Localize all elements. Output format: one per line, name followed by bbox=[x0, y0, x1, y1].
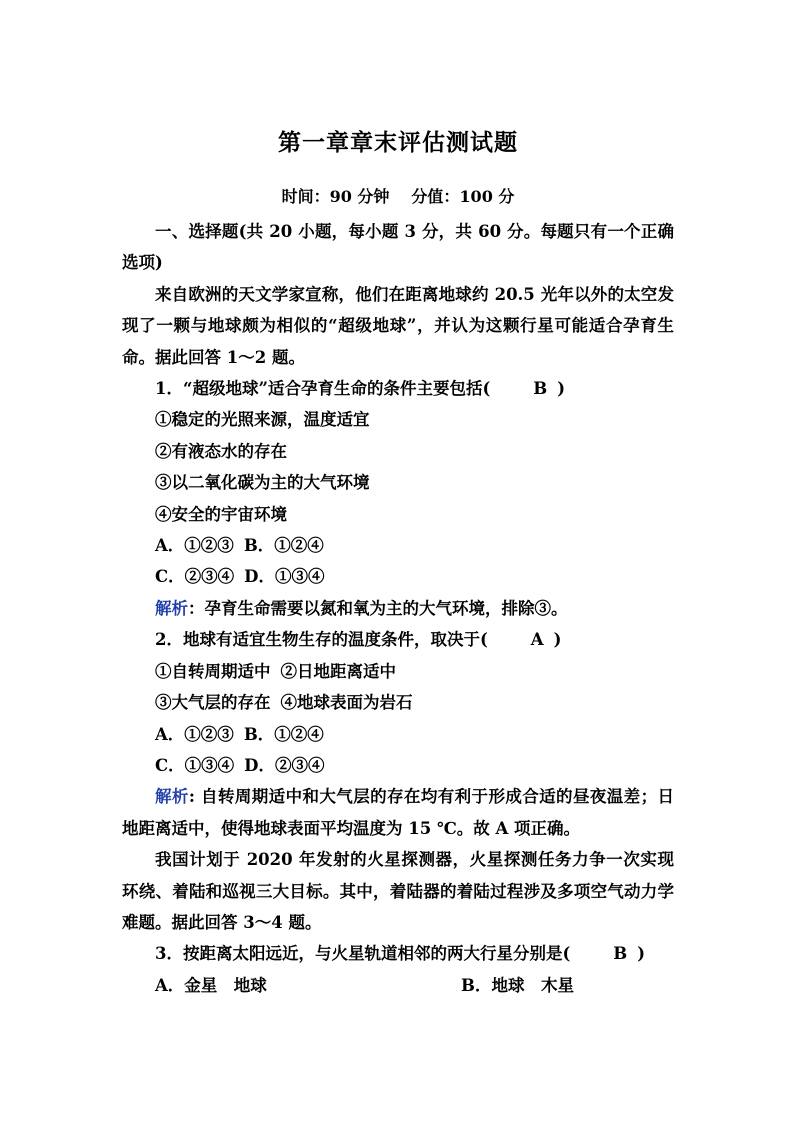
option-b: B．①②④ bbox=[243, 536, 324, 556]
passage-2: 我国计划于 2020 年发射的火星探测器，火星探测任务力争一次实现环绕、着陆和巡视三大目标。其中，着陆器的着陆过程涉及多项空气动力学难题。据此回答 3～4 题。 bbox=[122, 850, 674, 932]
passage-1: 来自欧洲的天文学家宣称，他们在距离地球约 20.5 光年以外的太空发现了一颗与地球颇为相似的“超级地球”，并认为这颗行星可能适合孕育生命。据此回答 1～2 题。 bbox=[122, 284, 674, 367]
question-1-analysis: 解析：孕育生命需要以氮和氧为主的大气环境，排除③。 bbox=[155, 598, 568, 618]
exam-score: 分值：100 分 bbox=[411, 187, 515, 206]
question-2-items-row: ①自转周期适中 ②日地距离适中 bbox=[155, 661, 396, 681]
question-2-stem: 2．地球有适宜生物生存的温度条件，取决于( A ) bbox=[122, 624, 674, 655]
option-d: D．①③④ bbox=[244, 567, 325, 587]
option-a: A．①②③ bbox=[155, 536, 234, 556]
option-c: C．①③④ bbox=[155, 755, 235, 775]
question-1-item: ③以二氧化碳为主的大气环境 bbox=[155, 473, 370, 493]
option-a: A．金星 地球 bbox=[155, 975, 267, 995]
question-2-options-row bbox=[122, 750, 674, 781]
question-2-options-row bbox=[122, 719, 674, 750]
option-b: B．①②④ bbox=[243, 724, 324, 744]
exam-meta bbox=[122, 186, 674, 208]
question-1-answer: B bbox=[533, 379, 548, 399]
section-heading: 一、选择题(共 20 小题，每小题 3 分，共 60 分。每题只有一个正确选项) bbox=[122, 222, 674, 273]
option-a: A．①②③ bbox=[155, 724, 234, 744]
question-1-item: ④安全的宇宙环境 bbox=[155, 504, 287, 524]
question-3-stem: 3．按距离太阳远近，与火星轨道相邻的两大行星分别是( B ) bbox=[122, 938, 674, 969]
option-c: C．②③④ bbox=[155, 567, 235, 587]
exam-time: 时间：90 分钟 bbox=[281, 187, 390, 206]
question-3-options-row bbox=[122, 970, 674, 1001]
question-2-answer: A bbox=[530, 630, 544, 650]
document-title: 第一章章末评估测试题 bbox=[278, 129, 518, 156]
option-d: D．②③④ bbox=[244, 755, 325, 775]
analysis-label: 解析 bbox=[155, 598, 188, 618]
question-1-options-row bbox=[122, 561, 674, 592]
question-2-items-row: ③大气层的存在 ④地球表面为岩石 bbox=[155, 693, 413, 713]
question-1-stem: 1．“超级地球”适合孕育生命的条件主要包括( B ) bbox=[122, 373, 674, 404]
document-page bbox=[122, 128, 674, 1001]
question-3-answer: B bbox=[613, 944, 628, 964]
option-b: B．地球 木星 bbox=[461, 975, 574, 995]
analysis-label: 解析 bbox=[155, 787, 189, 807]
question-1-item: ②有液态水的存在 bbox=[155, 441, 287, 461]
question-1-item: ①稳定的光照来源，温度适宜 bbox=[155, 410, 370, 430]
question-1-options-row bbox=[122, 530, 674, 561]
question-2-analysis: 解析: 自转周期适中和大气层的存在均有利于形成合适的昼夜温差；日地距离适中，使得地球表面平均温度为 15 ℃。故 A 项正确。 bbox=[122, 787, 674, 838]
